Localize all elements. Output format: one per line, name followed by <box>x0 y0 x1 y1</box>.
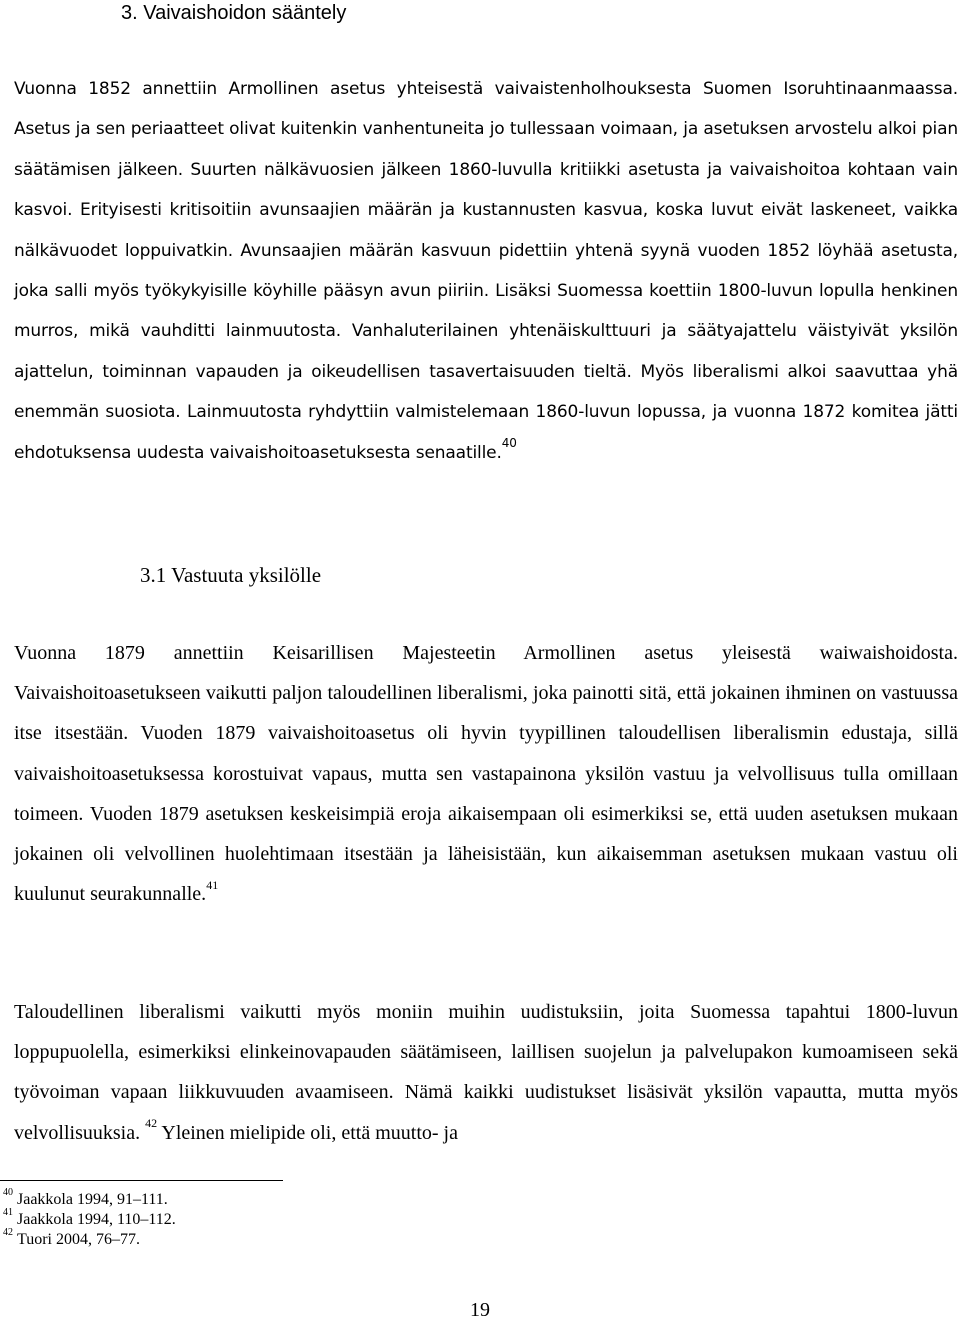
footnote-ref-42: 42 <box>145 1115 158 1130</box>
footnote-number: 42 <box>3 1226 13 1238</box>
footnote-ref-41: 41 <box>206 877 219 892</box>
paragraph-1 <box>14 69 958 473</box>
footnote-divider <box>0 1180 283 1181</box>
footnote-text: Jaakkola 1994, 110–112. <box>17 1211 176 1228</box>
footnote-text: Jaakkola 1994, 91–111. <box>17 1191 168 1208</box>
paragraph-2-text: Vuonna 1879 annettiin Keisarillisen Majesteetin Armollinen asetus yleisestä waiwaishoidosta. Vaivaishoitoasetukseen vaikutti paljon taloudellinen liberalismi, joka painotti sitä, että jokainen ihminen on vastuussa itse itsestään. Vuoden 1879 vaivaishoitoasetus oli hyvin tyypillinen taloudellisen liberalismin edustaja, sillä vaivaishoitoasetuksessa korostuivat vapaus, mutta sen vastapainona yksilön vastuu ja velvollisuus tulla omillaan toimeen. Vuoden 1879 asetuksen keskeisimpiä eroja aikaisempaan oli esimerkiksi se, että uuden asetuksen mukaan jokainen oli velvollinen huolehtimaan itsestään ja läheisistään, kun aikaisemman asetuksen mukaan vastuu oli kuulunut seurakunnalle. <box>14 642 958 906</box>
footnote-text: Tuori 2004, 76–77. <box>17 1231 140 1248</box>
paragraph-2 <box>14 633 958 914</box>
paragraph-3-text-before: Taloudellinen liberalismi vaikutti myös moniin muihin uudistuksiin, joita Suomessa tapahtui 1800-luvun loppupuolella, esimerkiksi elinkeinovapauden säätämiseen, laillisen suojelun ja palvelupakon kumoamiseen sekä työvoiman vapaan liikkuvuuden avaamiseen. Nämä kaikki uudistukset lisäsivät yksilön vapautta, mutta myös velvollisuuksia. <box>14 1001 958 1144</box>
subsection-heading: 3.1 Vastuuta yksilölle <box>140 563 322 587</box>
footnote-number: 41 <box>3 1206 13 1218</box>
paragraph-3-text-after: Yleinen mielipide oli, että muutto- ja <box>161 1121 458 1144</box>
footnote-40 <box>3 1186 176 1210</box>
section-heading: 3. Vaivaishoidon sääntely <box>121 2 347 24</box>
page-number: 19 <box>470 1299 490 1321</box>
paragraph-1-text: Vuonna 1852 annettiin Armollinen asetus yhteisestä vaivaistenholhouksesta Suomen Isoruhtinaanmaassa. Asetus ja sen periaatteet olivat kuitenkin vanhentuneita jo tullessaan voimaan, ja asetuksen arvostelu alkoi pian säätämisen jälkeen. Suurten nälkävuosien jälkeen 1860-luvulla kritiikki asetusta ja vaivaishoitoa kohtaan vain kasvoi. Erityisesti kritisoitiin avunsaajien määrän ja kustannusten kasvua, koska luvut eivät laskeneet, vaikka nälkävuodet loppuivatkin. Avunsaajien määrän kasvuun pidettiin yhtenä syynä vuoden 1852 löyhää asetusta, joka salli myös työkykyisille köyhille pääsyn avun piiriin. Lisäksi Suomessa koettiin 1800-luvun lopulla henkinen murros, mikä vauhditti lainmuutosta. Vanhaluterilainen yhtenäiskulttuuri ja säätyajattelu väistyivät yksilön ajattelun, toiminnan vapauden ja oikeudellisen tasavertaisuuden tieltä. Myös liberalismi alkoi saavuttaa yhä enemmän suosiota. Lainmuutosta ryhdyttiin valmistelemaan 1860-luvun lopussa, ja vuonna 1872 komitea jätti ehdotuksensa uudesta vaivaishoitoasetuksesta senaatille. <box>14 79 958 463</box>
footnote-ref-40: 40 <box>501 436 517 450</box>
footnote-number: 40 <box>3 1186 13 1198</box>
footnotes <box>3 1186 176 1250</box>
paragraph-3 <box>14 992 958 1153</box>
footnote-42 <box>3 1226 176 1250</box>
footnote-41 <box>3 1206 176 1230</box>
